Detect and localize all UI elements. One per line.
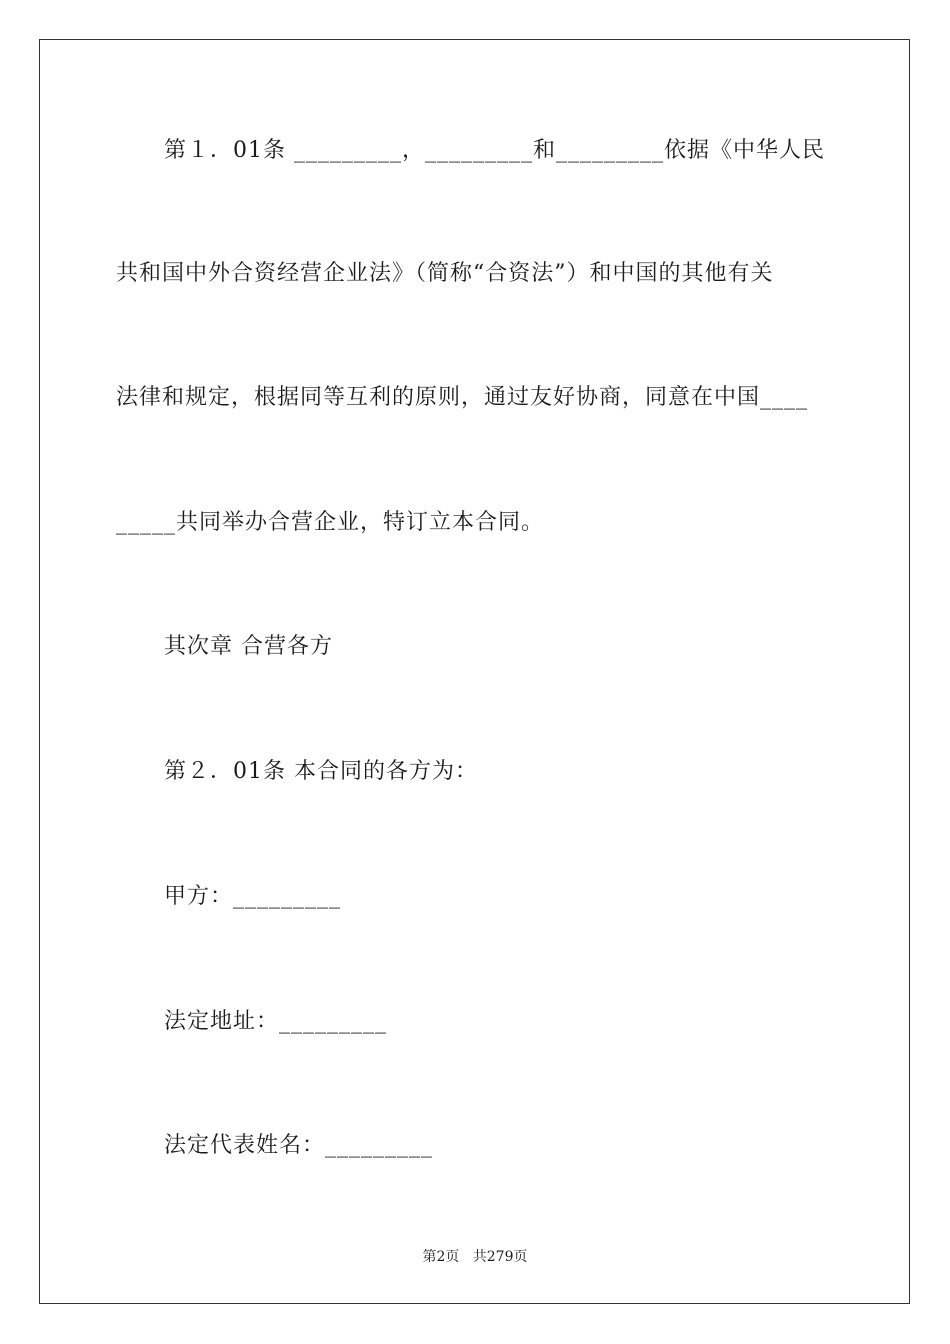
- party-a-field: 甲方：_________: [164, 884, 342, 909]
- page-number: 第2页 共279页: [422, 1249, 528, 1265]
- legal-address-field: 法定地址：_________: [164, 1009, 388, 1034]
- legal-representative-field: 法定代表姓名：_________: [164, 1133, 434, 1158]
- chapter-heading: 其次章 合营各方: [164, 634, 333, 659]
- article-1-01-line-1: 第１．01条 _________，_________和_________依据《中华人民: [164, 138, 825, 163]
- article-1-01-line-4: _____共同举办合营企业，特订立本合同。: [116, 510, 545, 535]
- article-2-01: 第２．01条 本合同的各方为：: [164, 759, 478, 784]
- article-1-01-line-2: 共和国中外合资经营企业法》（简称“合资法”）和中国的其他有关: [116, 261, 774, 286]
- page-border: [39, 39, 910, 1304]
- article-1-01-line-3: 法律和规定，根据同等互利的原则，通过友好协商，同意在中国____: [116, 385, 809, 410]
